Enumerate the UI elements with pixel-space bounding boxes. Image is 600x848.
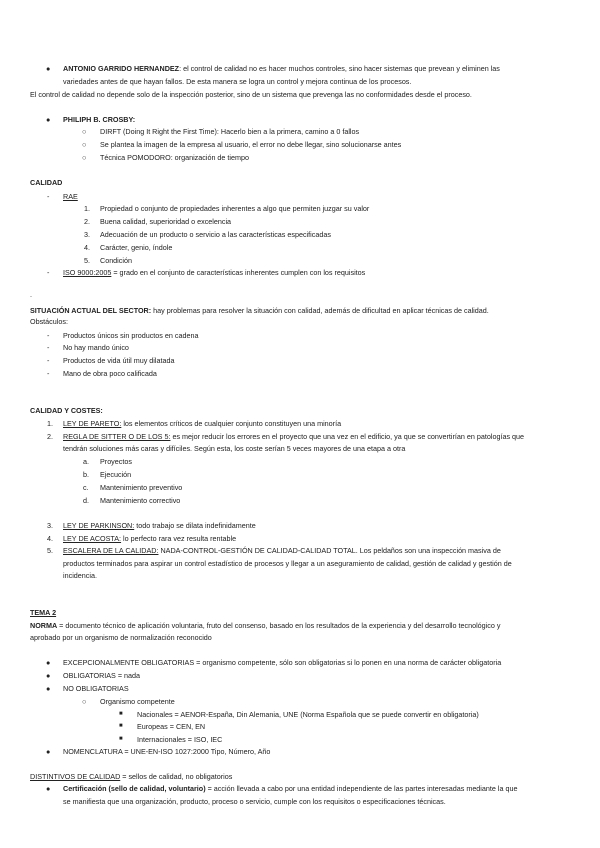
list-number: 1. bbox=[84, 204, 90, 213]
norma-line-2: aprobado por un organismo de normalización reconocido bbox=[30, 633, 212, 642]
parkinson-label: LEY DE PARKINSON: bbox=[63, 521, 135, 530]
garrido-text-1: : el control de calidad no es hacer muchos controles, sino hacer sistemas que prevean y eliminen las bbox=[179, 64, 500, 73]
sitter-label: REGLA DE SITTER O DE LOS 5: bbox=[63, 432, 171, 441]
acosta-text: lo perfecto rara vez resulta rentable bbox=[121, 534, 237, 543]
circle-bullet-marker: ○ bbox=[82, 697, 87, 706]
pareto-line bbox=[63, 418, 341, 429]
dash-marker: - bbox=[47, 331, 50, 340]
bullet-marker: ● bbox=[46, 115, 51, 124]
acosta-label: LEY DE ACOSTA: bbox=[63, 534, 122, 543]
bullet-marker: ● bbox=[46, 747, 51, 756]
stage-item: Proyectos bbox=[100, 457, 132, 466]
garrido-line-1 bbox=[63, 63, 500, 74]
square-bullet-marker: ■ bbox=[119, 736, 123, 742]
crosby-item: DIRFT (Doing It Right the First Time): Hacerlo bien a la primera, camino a 0 fallos bbox=[100, 127, 360, 136]
obstacle-item: Mano de obra poco calificada bbox=[63, 369, 157, 378]
crosby-item: Técnica POMODORO: organización de tiempo bbox=[100, 153, 250, 162]
nacionales-item: Nacionales = AENOR-España, Din Alemania, UNE (Norma Española que se puede convertir en obligatoria) bbox=[137, 710, 479, 719]
dash-marker: - bbox=[47, 343, 50, 352]
dash-marker: - bbox=[47, 356, 50, 365]
square-bullet-marker: ■ bbox=[119, 711, 123, 717]
obstacle-item: Productos únicos sin productos en cadena bbox=[63, 331, 199, 340]
list-number: 2. bbox=[84, 217, 90, 226]
rae-item: Condición bbox=[100, 256, 132, 265]
excep-item: EXCEPCIONALMENTE OBLIGATORIAS = organismo competente, sólo son obligatorias si lo ponen en una norma de carácter obligatoria bbox=[63, 658, 502, 667]
dash-marker: - bbox=[47, 192, 50, 201]
rae-item: Buena calidad, superioridad o excelencia bbox=[100, 217, 232, 226]
cert-line-1 bbox=[63, 783, 517, 794]
bullet-marker: ● bbox=[46, 684, 51, 693]
cert-label: Certificación (sello de calidad, voluntario) bbox=[63, 784, 206, 793]
list-number: 4. bbox=[47, 534, 53, 543]
escalera-label: ESCALERA DE LA CALIDAD: bbox=[63, 546, 159, 555]
square-bullet-marker: ■ bbox=[119, 723, 123, 729]
list-letter: b. bbox=[83, 470, 89, 479]
crosby-name: PHILIPH B. CROSBY: bbox=[63, 115, 136, 124]
list-number: 4. bbox=[84, 243, 90, 252]
control-note: El control de calidad no depende solo de la inspección posterior, sino de un sistema que prevenga las no conformidades desde el proceso. bbox=[30, 90, 472, 99]
parkinson-text: todo trabajo se dilata indefinidamente bbox=[134, 521, 256, 530]
dash-marker: - bbox=[47, 369, 50, 378]
europeas-item: Europeas = CEN, EN bbox=[137, 722, 206, 731]
distintivos-line bbox=[30, 771, 232, 782]
circle-bullet-marker: ○ bbox=[82, 127, 87, 136]
stage-item: Mantenimiento preventivo bbox=[100, 483, 183, 492]
acosta-line bbox=[63, 533, 236, 544]
escalera-line-3: incidencia. bbox=[63, 571, 97, 580]
iso-text: = grado en el conjunto de características inherentes cumplen con los requisitos bbox=[111, 268, 366, 277]
garrido-line-2: variedades antes de que hayan fallos. De esta manera se logra un control y mejora continua de los procesos. bbox=[63, 77, 412, 86]
list-letter: d. bbox=[83, 496, 89, 505]
sitter-text-1: es mejor reducir los errores en el proyecto que una vez en el edificio, ya que se convertirían en patologías que bbox=[170, 432, 525, 441]
rae-item: Carácter, genio, índole bbox=[100, 243, 173, 252]
bullet-marker: ● bbox=[46, 671, 51, 680]
garrido-name: ANTONIO GARRIDO HERNANDEZ bbox=[63, 64, 180, 73]
stage-item: Ejecución bbox=[100, 470, 132, 479]
norma-line-1 bbox=[30, 620, 500, 631]
pareto-label: LEY DE PARETO: bbox=[63, 419, 122, 428]
crosby-item: Se plantea la imagen de la empresa al usuario, el error no debe llegar, sino solucionarse antes bbox=[100, 140, 402, 149]
obstacle-item: No hay mando único bbox=[63, 343, 129, 352]
no-oblig-item: NO OBLIGATORIAS bbox=[63, 684, 129, 693]
sitter-line-1 bbox=[63, 431, 524, 442]
list-number: 2. bbox=[47, 432, 53, 441]
circle-bullet-marker: ○ bbox=[82, 140, 87, 149]
obstacle-item: Productos de vida útil muy dilatada bbox=[63, 356, 175, 365]
iso-line bbox=[63, 267, 365, 278]
escalera-line-1 bbox=[63, 545, 501, 556]
sector-heading: SITUACIÓN ACTUAL DEL SECTOR: bbox=[30, 306, 152, 315]
bullet-marker: ● bbox=[46, 784, 51, 793]
sector-text: hay problemas para resolver la situación con calidad, además de dificultad en aplicar técnicas de calidad. bbox=[151, 306, 489, 315]
nomenclatura-item: NOMENCLATURA = UNE-EN-ISO 1027:2000 Tipo, Número, Año bbox=[63, 747, 271, 756]
stray-dot: . bbox=[30, 290, 32, 299]
distintivos-label: DISTINTIVOS DE CALIDAD bbox=[30, 772, 121, 781]
circle-bullet-marker: ○ bbox=[82, 153, 87, 162]
iso-label: ISO 9000:2005 bbox=[63, 268, 112, 277]
calidad-heading: CALIDAD bbox=[30, 178, 63, 187]
cert-line-2: se manifiesta que una organización, producto, proceso o servicio, cumple con los requisitos o especificaciones técnicas. bbox=[63, 797, 446, 806]
cert-text-1: = acción llevada a cabo por una entidad independiente de las partes interesadas mediante la que bbox=[205, 784, 518, 793]
costes-heading: CALIDAD Y COSTES: bbox=[30, 406, 103, 415]
rae-item: Adecuación de un producto o servicio a las características especificadas bbox=[100, 230, 331, 239]
list-number: 5. bbox=[84, 256, 90, 265]
parkinson-line bbox=[63, 520, 256, 531]
oblig-item: OBLIGATORIAS = nada bbox=[63, 671, 141, 680]
norma-text-1: = documento técnico de aplicación voluntaria, fruto del consenso, basado en los resultados de la experiencia y del desarrollo tecnológico y bbox=[57, 621, 501, 630]
stage-item: Mantenimiento correctivo bbox=[100, 496, 181, 505]
obstacles-label: Obstáculos: bbox=[30, 317, 68, 326]
list-number: 1. bbox=[47, 419, 53, 428]
list-letter: c. bbox=[83, 483, 89, 492]
rae-label: RAE bbox=[63, 192, 78, 201]
bullet-marker: ● bbox=[46, 658, 51, 667]
internacionales-item: Internacionales = ISO, IEC bbox=[137, 735, 223, 744]
sector-line bbox=[30, 305, 489, 316]
bullet-marker: ● bbox=[46, 64, 51, 73]
escalera-line-2: productos terminados para aspirar un control estadístico de procesos y llegar a un aseguramiento de calidad, gestión de calidad y gestión de bbox=[63, 559, 512, 568]
organismo-item: Organismo competente bbox=[100, 697, 175, 706]
distintivos-text: = sellos de calidad, no obligatorios bbox=[120, 772, 233, 781]
escalera-text-1: NADA-CONTROL-GESTIÓN DE CALIDAD-CALIDAD TOTAL. Los peldaños son una inspección masiva de bbox=[158, 546, 501, 555]
list-number: 5. bbox=[47, 546, 53, 555]
tema2-heading: TEMA 2 bbox=[30, 608, 57, 617]
list-letter: a. bbox=[83, 457, 89, 466]
list-number: 3. bbox=[84, 230, 90, 239]
norma-label: NORMA bbox=[30, 621, 58, 630]
sitter-line-2: tendrán soluciones más caras y difíciles. Según esta, los coste serían 5 veces mayores de una etapa a otra bbox=[63, 444, 406, 453]
pareto-text: los elementos críticos de cualquier conjunto constituyen una minoría bbox=[121, 419, 342, 428]
rae-item: Propiedad o conjunto de propiedades inherentes a algo que permiten juzgar su valor bbox=[100, 204, 370, 213]
dash-marker: - bbox=[47, 268, 50, 277]
list-number: 3. bbox=[47, 521, 53, 530]
